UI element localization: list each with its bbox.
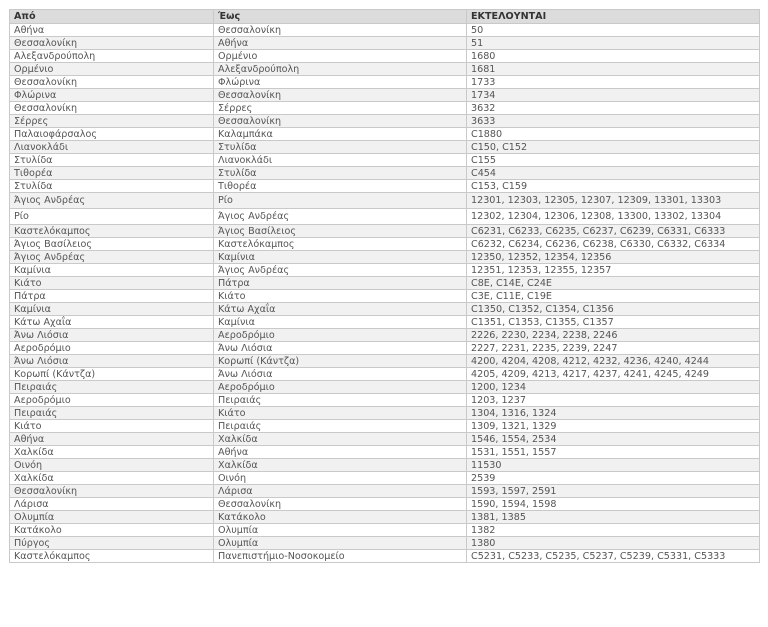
cell-to: Θεσσαλονίκη (214, 498, 467, 511)
cell-to: Αεροδρόμιο (214, 329, 467, 342)
cell-from: Πάτρα (10, 290, 214, 303)
table-row (10, 37, 760, 50)
cell-from: Άγιος Βασίλειος (10, 238, 214, 251)
cell-from: Πειραιάς (10, 381, 214, 394)
cell-runs: 12302, 12304, 12306, 12308, 13300, 13302, 13304 (467, 209, 760, 225)
cell-to: Θεσσαλονίκη (214, 89, 467, 102)
cell-to: Ολυμπία (214, 537, 467, 550)
cell-runs: 1593, 1597, 2591 (467, 485, 760, 498)
cell-from: Ορμένιο (10, 63, 214, 76)
cell-to: Κιάτο (214, 290, 467, 303)
cell-runs: 1733 (467, 76, 760, 89)
cell-from: Πειραιάς (10, 407, 214, 420)
cell-runs: C150, C152 (467, 141, 760, 154)
cell-to: Άγιος Ανδρέας (214, 209, 467, 225)
cell-runs: 1309, 1321, 1329 (467, 420, 760, 433)
table-row (10, 511, 760, 524)
cell-runs: C3E, C11E, C19E (467, 290, 760, 303)
cell-from: Λάρισα (10, 498, 214, 511)
cell-from: Καμίνια (10, 303, 214, 316)
cell-runs: 1531, 1551, 1557 (467, 446, 760, 459)
cell-to: Κάτω Αχαΐα (214, 303, 467, 316)
table-row (10, 381, 760, 394)
cell-to: Στυλίδα (214, 167, 467, 180)
cell-runs: C1880 (467, 128, 760, 141)
cell-to: Πάτρα (214, 277, 467, 290)
cell-from: Θεσσαλονίκη (10, 102, 214, 115)
cell-to: Καλαμπάκα (214, 128, 467, 141)
table-row (10, 485, 760, 498)
table-row (10, 128, 760, 141)
table-row (10, 290, 760, 303)
cell-runs: 12351, 12353, 12355, 12357 (467, 264, 760, 277)
table-row (10, 251, 760, 264)
cell-runs: 2539 (467, 472, 760, 485)
table-row (10, 433, 760, 446)
cell-runs: 1203, 1237 (467, 394, 760, 407)
cell-runs: 1200, 1234 (467, 381, 760, 394)
cell-runs: 12301, 12303, 12305, 12307, 12309, 13301, 13303 (467, 193, 760, 209)
column-header-from: Από (10, 10, 214, 24)
table-row (10, 193, 760, 209)
cell-to: Αεροδρόμιο (214, 381, 467, 394)
cell-to: Κορωπί (Κάντζα) (214, 355, 467, 368)
cell-from: Θεσσαλονίκη (10, 76, 214, 89)
cell-runs: 2226, 2230, 2234, 2238, 2246 (467, 329, 760, 342)
table-header-row (10, 10, 760, 24)
table-row (10, 141, 760, 154)
cell-to: Πειραιάς (214, 420, 467, 433)
cell-to: Καστελόκαμπος (214, 238, 467, 251)
table-row (10, 368, 760, 381)
cell-to: Χαλκίδα (214, 433, 467, 446)
table-row (10, 238, 760, 251)
schedule-table-wrapper (9, 9, 759, 563)
column-header-to: Έως (214, 10, 467, 24)
table-row (10, 264, 760, 277)
cell-runs: C8E, C14E, C24E (467, 277, 760, 290)
cell-runs: 2227, 2231, 2235, 2239, 2247 (467, 342, 760, 355)
table-row (10, 225, 760, 238)
cell-from: Αθήνα (10, 433, 214, 446)
table-row (10, 209, 760, 225)
cell-to: Αλεξανδρούπολη (214, 63, 467, 76)
cell-to: Φλώρινα (214, 76, 467, 89)
table-row (10, 446, 760, 459)
cell-to: Ορμένιο (214, 50, 467, 63)
cell-from: Φλώρινα (10, 89, 214, 102)
table-row (10, 342, 760, 355)
cell-to: Άγιος Ανδρέας (214, 264, 467, 277)
cell-runs: 12350, 12352, 12354, 12356 (467, 251, 760, 264)
cell-from: Πύργος (10, 537, 214, 550)
cell-from: Κατάκολο (10, 524, 214, 537)
cell-from: Θεσσαλονίκη (10, 485, 214, 498)
cell-runs: C1350, C1352, C1354, C1356 (467, 303, 760, 316)
cell-to: Θεσσαλονίκη (214, 24, 467, 37)
table-row (10, 394, 760, 407)
cell-runs: C153, C159 (467, 180, 760, 193)
cell-runs: 1734 (467, 89, 760, 102)
cell-from: Οινόη (10, 459, 214, 472)
table-row (10, 180, 760, 193)
cell-from: Αεροδρόμιο (10, 342, 214, 355)
cell-runs: 1681 (467, 63, 760, 76)
table-row (10, 277, 760, 290)
cell-runs: 1382 (467, 524, 760, 537)
cell-to: Άνω Λιόσια (214, 368, 467, 381)
table-row (10, 316, 760, 329)
table-body (10, 24, 760, 563)
schedule-table (9, 9, 760, 563)
cell-runs: C454 (467, 167, 760, 180)
cell-from: Καστελόκαμπος (10, 550, 214, 563)
cell-runs: C5231, C5233, C5235, C5237, C5239, C5331, C5333 (467, 550, 760, 563)
cell-to: Θεσσαλονίκη (214, 115, 467, 128)
table-row (10, 154, 760, 167)
column-header-runs: ΕΚΤΕΛΟΥΝΤΑΙ (467, 10, 760, 24)
cell-from: Στυλίδα (10, 154, 214, 167)
table-row (10, 524, 760, 537)
cell-runs: 1680 (467, 50, 760, 63)
table-row (10, 459, 760, 472)
cell-from: Καστελόκαμπος (10, 225, 214, 238)
cell-runs: 1380 (467, 537, 760, 550)
table-row (10, 115, 760, 128)
cell-to: Οινόη (214, 472, 467, 485)
cell-runs: 1304, 1316, 1324 (467, 407, 760, 420)
cell-to: Καμίνια (214, 251, 467, 264)
table-row (10, 102, 760, 115)
cell-from: Ρίο (10, 209, 214, 225)
cell-runs: 3633 (467, 115, 760, 128)
cell-to: Πανεπιστήμιο-Νοσοκομείο (214, 550, 467, 563)
cell-from: Κιάτο (10, 420, 214, 433)
cell-runs: 1546, 1554, 2534 (467, 433, 760, 446)
cell-from: Τιθορέα (10, 167, 214, 180)
table-row (10, 24, 760, 37)
cell-from: Σέρρες (10, 115, 214, 128)
cell-runs: C6232, C6234, C6236, C6238, C6330, C6332, C6334 (467, 238, 760, 251)
cell-runs: 1590, 1594, 1598 (467, 498, 760, 511)
table-row (10, 420, 760, 433)
cell-runs: C6231, C6233, C6235, C6237, C6239, C6331, C6333 (467, 225, 760, 238)
cell-from: Χαλκίδα (10, 472, 214, 485)
cell-runs: C1351, C1353, C1355, C1357 (467, 316, 760, 329)
cell-from: Άνω Λιόσια (10, 355, 214, 368)
cell-to: Ολυμπία (214, 524, 467, 537)
cell-runs: 3632 (467, 102, 760, 115)
table-row (10, 76, 760, 89)
cell-to: Στυλίδα (214, 141, 467, 154)
cell-from: Κορωπί (Κάντζα) (10, 368, 214, 381)
cell-runs: 4205, 4209, 4213, 4217, 4237, 4241, 4245, 4249 (467, 368, 760, 381)
cell-from: Αθήνα (10, 24, 214, 37)
cell-to: Χαλκίδα (214, 459, 467, 472)
cell-from: Στυλίδα (10, 180, 214, 193)
table-row (10, 537, 760, 550)
cell-to: Κιάτο (214, 407, 467, 420)
cell-to: Άγιος Βασίλειος (214, 225, 467, 238)
cell-runs: C155 (467, 154, 760, 167)
cell-to: Πειραιάς (214, 394, 467, 407)
cell-to: Λιανοκλάδι (214, 154, 467, 167)
cell-runs: 11530 (467, 459, 760, 472)
cell-to: Ρίο (214, 193, 467, 209)
cell-from: Άνω Λιόσια (10, 329, 214, 342)
cell-to: Αθήνα (214, 37, 467, 50)
cell-from: Κάτω Αχαΐα (10, 316, 214, 329)
cell-to: Κατάκολο (214, 511, 467, 524)
table-row (10, 63, 760, 76)
cell-from: Χαλκίδα (10, 446, 214, 459)
cell-from: Καμίνια (10, 264, 214, 277)
table-row (10, 355, 760, 368)
cell-from: Ολυμπία (10, 511, 214, 524)
cell-runs: 4200, 4204, 4208, 4212, 4232, 4236, 4240, 4244 (467, 355, 760, 368)
table-row (10, 50, 760, 63)
cell-from: Άγιος Ανδρέας (10, 193, 214, 209)
cell-to: Αθήνα (214, 446, 467, 459)
cell-to: Άνω Λιόσια (214, 342, 467, 355)
cell-runs: 51 (467, 37, 760, 50)
table-row (10, 550, 760, 563)
table-row (10, 472, 760, 485)
cell-to: Τιθορέα (214, 180, 467, 193)
table-row (10, 407, 760, 420)
table-row (10, 303, 760, 316)
cell-from: Θεσσαλονίκη (10, 37, 214, 50)
table-row (10, 329, 760, 342)
cell-from: Παλαιοφάρσαλος (10, 128, 214, 141)
cell-runs: 50 (467, 24, 760, 37)
table-row (10, 498, 760, 511)
cell-from: Αεροδρόμιο (10, 394, 214, 407)
cell-to: Σέρρες (214, 102, 467, 115)
cell-from: Άγιος Ανδρέας (10, 251, 214, 264)
cell-to: Λάρισα (214, 485, 467, 498)
cell-runs: 1381, 1385 (467, 511, 760, 524)
cell-from: Αλεξανδρούπολη (10, 50, 214, 63)
cell-from: Κιάτο (10, 277, 214, 290)
table-row (10, 167, 760, 180)
cell-from: Λιανοκλάδι (10, 141, 214, 154)
cell-to: Καμίνια (214, 316, 467, 329)
table-row (10, 89, 760, 102)
